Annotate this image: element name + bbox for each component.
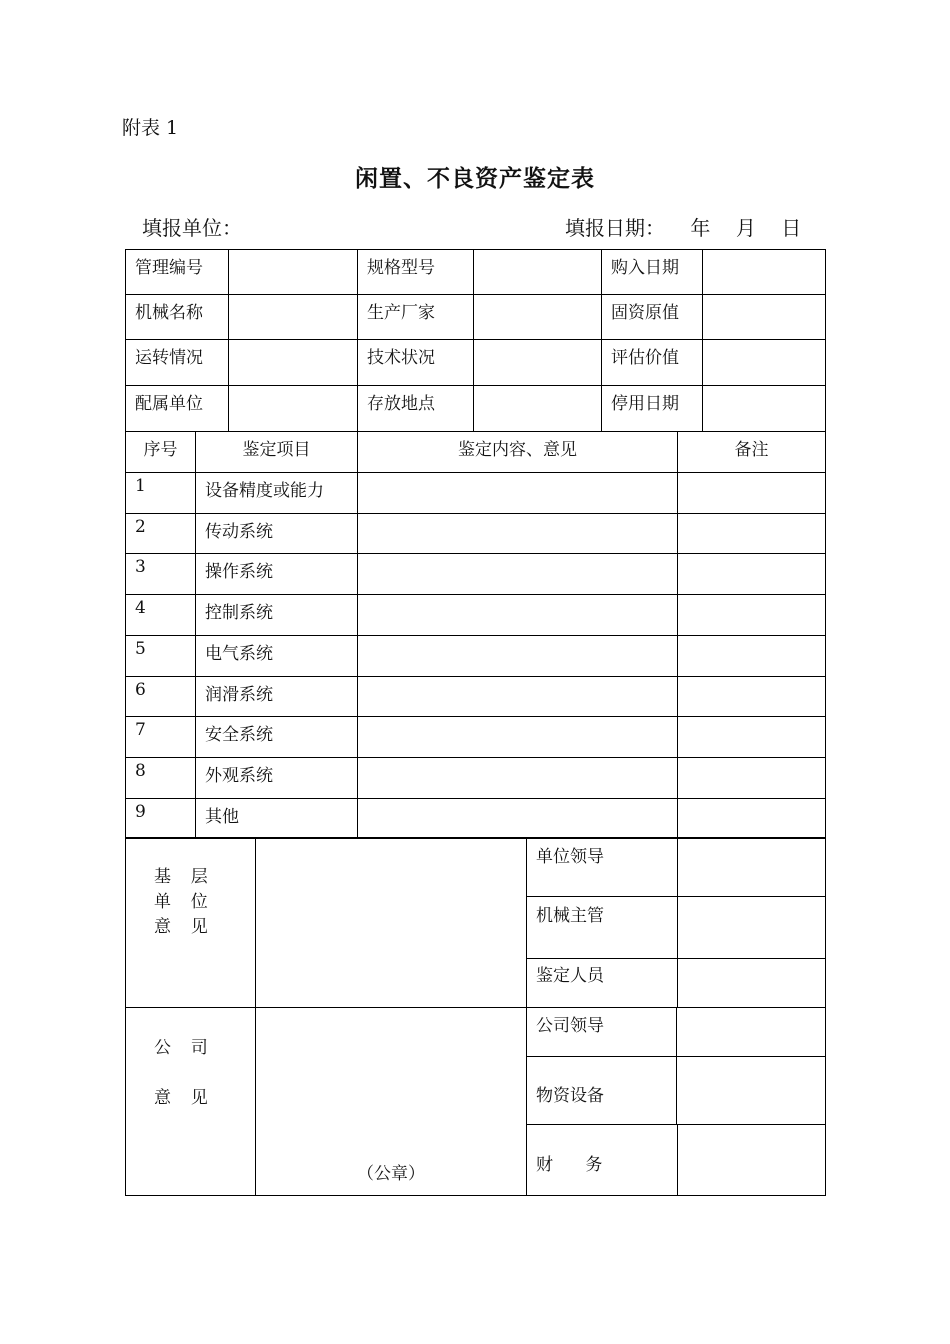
item-name: 电气系统 xyxy=(195,635,358,677)
column-header-content: 鉴定内容、意见 xyxy=(357,431,678,473)
info-label-purchase-date: 购入日期 xyxy=(601,249,703,295)
info-label-operation: 运转情况 xyxy=(125,339,229,386)
item-content-field[interactable] xyxy=(357,757,678,799)
base-unit-label-cell xyxy=(125,837,256,1008)
column-header-remarks: 备注 xyxy=(677,431,826,473)
company-role-finance: 财 务 xyxy=(526,1124,678,1196)
filing-unit-label: 填报单位： xyxy=(142,216,242,240)
info-label-management-no: 管理编号 xyxy=(125,249,229,295)
info-value-purchase-date[interactable] xyxy=(702,249,826,295)
info-label-assigned-unit: 配属单位 xyxy=(125,385,229,432)
item-number: 3 xyxy=(125,553,196,595)
annex-number: 附表 1 xyxy=(122,117,179,139)
info-value-original-value[interactable] xyxy=(702,294,826,340)
item-content-field[interactable] xyxy=(357,635,678,677)
filing-date-label: 填报日期： 年 月 日 xyxy=(565,216,802,240)
item-remark-field[interactable] xyxy=(677,472,826,514)
item-name: 外观系统 xyxy=(195,757,358,799)
base-unit-role-appraiser: 鉴定人员 xyxy=(526,958,678,1008)
item-number: 1 xyxy=(125,472,196,514)
base-unit-opinion-field[interactable] xyxy=(255,837,527,1008)
info-label-tech-status: 技术状况 xyxy=(357,339,474,386)
company-sign-materials[interactable] xyxy=(676,1056,826,1125)
item-remark-field[interactable] xyxy=(677,798,826,839)
company-seal-label: （公章） xyxy=(357,1164,425,1184)
item-remark-field[interactable] xyxy=(677,594,826,636)
base-unit-role-leader: 单位领导 xyxy=(526,837,678,897)
info-label-storage-location: 存放地点 xyxy=(357,385,474,432)
item-number: 9 xyxy=(125,798,196,839)
company-label-line1: 公 司 xyxy=(154,1038,211,1058)
item-remark-field[interactable] xyxy=(677,676,826,717)
item-name: 润滑系统 xyxy=(195,676,358,717)
info-value-manufacturer[interactable] xyxy=(473,294,602,340)
info-value-machine-name[interactable] xyxy=(228,294,358,340)
company-sign-finance[interactable] xyxy=(677,1124,826,1196)
info-label-stop-date: 停用日期 xyxy=(601,385,703,432)
item-content-field[interactable] xyxy=(357,553,678,595)
form-title: 闲置、不良资产鉴定表 xyxy=(355,165,595,192)
info-value-assessed-value[interactable] xyxy=(702,339,826,386)
base-unit-label-line1: 基 层 xyxy=(154,867,211,887)
item-number: 6 xyxy=(125,676,196,717)
item-remark-field[interactable] xyxy=(677,635,826,677)
info-label-assessed-value: 评估价值 xyxy=(601,339,703,386)
item-content-field[interactable] xyxy=(357,716,678,758)
item-number: 2 xyxy=(125,513,196,554)
item-name: 其他 xyxy=(195,798,358,839)
item-content-field[interactable] xyxy=(357,513,678,554)
item-content-field[interactable] xyxy=(357,472,678,514)
item-number: 7 xyxy=(125,716,196,758)
item-remark-field[interactable] xyxy=(677,716,826,758)
base-unit-role-mech-supervisor: 机械主管 xyxy=(526,896,678,959)
company-role-leader: 公司领导 xyxy=(526,1007,677,1057)
info-value-model[interactable] xyxy=(473,249,602,295)
company-role-materials: 物资设备 xyxy=(526,1056,677,1125)
item-name: 设备精度或能力 xyxy=(195,472,358,514)
info-value-assigned-unit[interactable] xyxy=(228,385,358,432)
item-number: 8 xyxy=(125,757,196,799)
item-remark-field[interactable] xyxy=(677,757,826,799)
item-number: 4 xyxy=(125,594,196,636)
company-sign-leader[interactable] xyxy=(676,1007,826,1057)
item-content-field[interactable] xyxy=(357,798,678,839)
base-unit-label-line3: 意 见 xyxy=(154,917,211,937)
info-value-operation[interactable] xyxy=(228,339,358,386)
info-label-original-value: 固资原值 xyxy=(601,294,703,340)
info-value-tech-status[interactable] xyxy=(473,339,602,386)
item-name: 操作系统 xyxy=(195,553,358,595)
base-unit-sign-mech-supervisor[interactable] xyxy=(677,896,826,959)
item-remark-field[interactable] xyxy=(677,513,826,554)
info-value-stop-date[interactable] xyxy=(702,385,826,432)
info-value-storage-location[interactable] xyxy=(473,385,602,432)
item-name: 传动系统 xyxy=(195,513,358,554)
info-label-machine-name: 机械名称 xyxy=(125,294,229,340)
item-number: 5 xyxy=(125,635,196,677)
info-label-model: 规格型号 xyxy=(357,249,474,295)
company-label-line2: 意 见 xyxy=(154,1088,211,1108)
item-content-field[interactable] xyxy=(357,594,678,636)
item-remark-field[interactable] xyxy=(677,553,826,595)
base-unit-sign-appraiser[interactable] xyxy=(677,958,826,1008)
company-opinion-field[interactable] xyxy=(255,1007,527,1196)
item-name: 安全系统 xyxy=(195,716,358,758)
item-content-field[interactable] xyxy=(357,676,678,717)
base-unit-sign-leader[interactable] xyxy=(677,837,826,897)
info-label-manufacturer: 生产厂家 xyxy=(357,294,474,340)
column-header-no: 序号 xyxy=(125,431,196,473)
item-name: 控制系统 xyxy=(195,594,358,636)
info-value-management-no[interactable] xyxy=(228,249,358,295)
company-label-cell xyxy=(125,1007,256,1196)
column-header-item: 鉴定项目 xyxy=(195,431,358,473)
base-unit-label-line2: 单 位 xyxy=(154,892,211,912)
